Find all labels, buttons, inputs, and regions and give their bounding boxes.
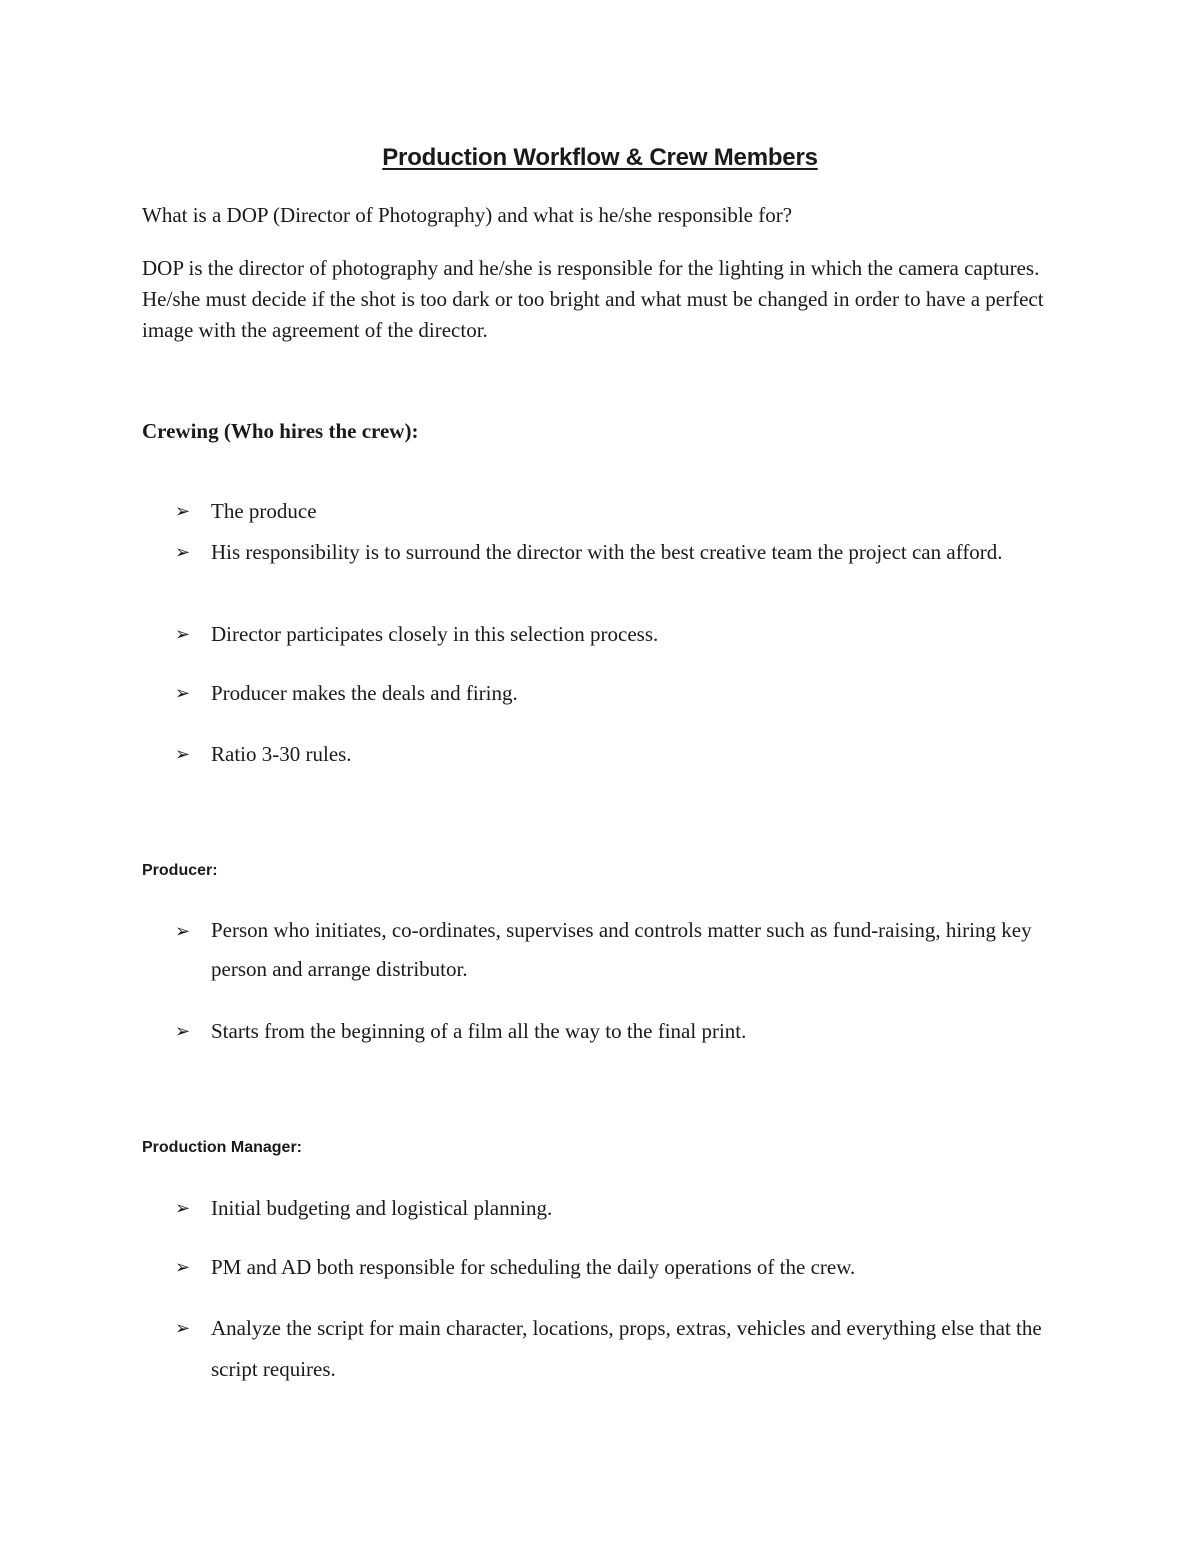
page-title: Production Workflow & Crew Members [382, 144, 818, 171]
arrow-bullet-icon: ➢ [175, 542, 191, 563]
list-item-text: The produce [211, 499, 317, 523]
arrow-bullet-icon: ➢ [175, 501, 191, 522]
list-item [175, 1188, 1055, 1229]
list-item-text: Producer makes the deals and firing. [211, 681, 518, 705]
list-item [175, 491, 1055, 532]
list-item-text: Starts from the beginning of a film all the way to the final print. [211, 1019, 747, 1043]
arrow-bullet-icon: ➢ [175, 1021, 191, 1042]
list-item [175, 532, 1055, 573]
arrow-bullet-icon: ➢ [175, 921, 191, 942]
list-item [175, 1247, 1055, 1288]
section-heading-producer: Producer: [142, 862, 218, 879]
list-item [175, 1308, 1055, 1390]
arrow-bullet-icon: ➢ [175, 683, 191, 704]
arrow-bullet-icon: ➢ [175, 744, 191, 765]
list-item [175, 734, 1055, 775]
list-item [175, 911, 1055, 989]
answer-paragraph: DOP is the director of photography and he/she is responsible for the lighting in which the camera captures. He/she must decide if the shot is too dark or too bright and what must be changed in order to have a perfect image with the agreement of the director. [142, 256, 1044, 342]
arrow-bullet-icon: ➢ [175, 1198, 191, 1219]
list-item-text: PM and AD both responsible for scheduling the daily operations of the crew. [211, 1255, 856, 1279]
arrow-bullet-icon: ➢ [175, 624, 191, 645]
question-text: What is a DOP (Director of Photography) and what is he/she responsible for? [142, 203, 793, 227]
list-item [175, 673, 1055, 714]
arrow-bullet-icon: ➢ [175, 1318, 191, 1339]
list-item-text: Person who initiates, co-ordinates, supervises and controls matter such as fund-raising, hiring key person and arrange distributor. [211, 918, 1032, 981]
list-item-text: His responsibility is to surround the director with the best creative team the project can afford. [211, 540, 1003, 564]
list-item [175, 1011, 1055, 1052]
list-item [175, 614, 1055, 655]
list-item-text: Ratio 3-30 rules. [211, 742, 352, 766]
list-item-text: Initial budgeting and logistical planning. [211, 1196, 553, 1220]
list-item-text: Director participates closely in this selection process. [211, 622, 659, 646]
section-heading-crewing: Crewing (Who hires the crew): [142, 419, 419, 443]
section-heading-production-manager: Production Manager: [142, 1139, 303, 1156]
arrow-bullet-icon: ➢ [175, 1257, 191, 1278]
list-item-text: Analyze the script for main character, locations, props, extras, vehicles and everything else that the script requires. [211, 1316, 1042, 1381]
